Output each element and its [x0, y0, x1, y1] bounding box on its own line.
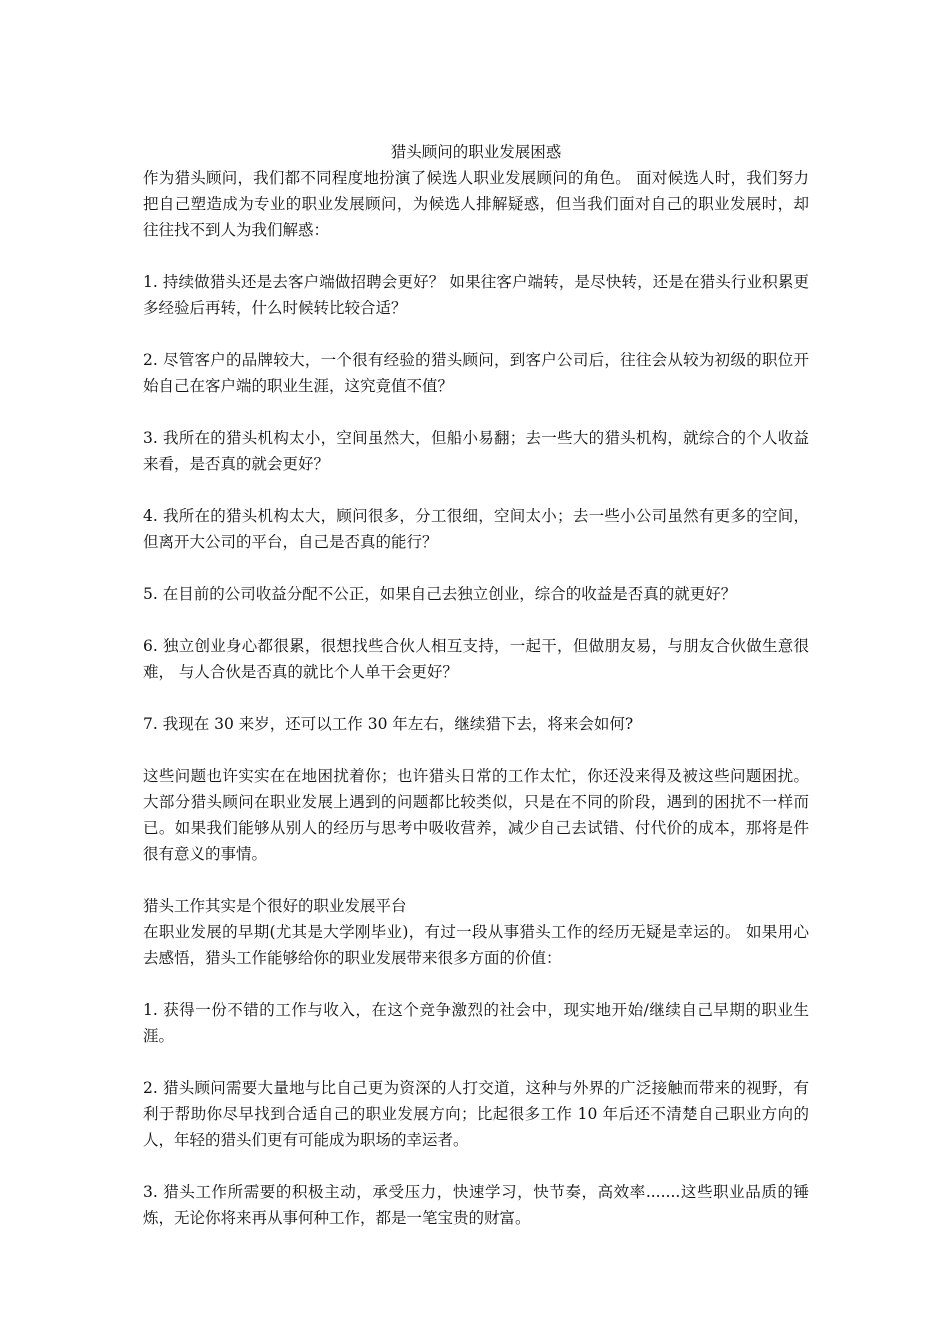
question-item: 5. 在目前的公司收益分配不公正，如果自己去独立创业，综合的收益是否真的就更好？ [143, 585, 737, 603]
paragraph-spacer [143, 685, 809, 711]
document-title: 猎头顾问的职业发展困惑 [390, 143, 562, 161]
value-item: 2. 猎头顾问需要大量地与比自己更为资深的人打交道，这种与外界的广泛接触而带来的视野，有利于帮助你尽早找到合适自己的职业发展方向；比起很多工作 10 年后还不清楚自己职业方向的人，年轻的猎头们更有可能成为职场的幸运者。 [143, 1079, 809, 1149]
paragraph-spacer [143, 399, 809, 425]
paragraph-spacer [143, 1049, 809, 1075]
question-item: 1. 持续做猎头还是去客户端做招聘会更好？ 如果往客户端转，是尽快转，还是在猎头行业积累更多经验后再转，什么时候转比较合适？ [143, 273, 809, 317]
document-page [143, 139, 809, 1231]
section-intro-paragraph: 在职业发展的早期(尤其是大学刚毕业)，有过一段从事猎头工作的经历无疑是幸运的。 如果用心去感悟，猎头工作能够给你的职业发展带来很多方面的价值： [143, 923, 809, 967]
reflection-paragraph: 这些问题也许实实在在地困扰着你；也许猎头日常的工作太忙，你还没来得及被这些问题困扰。大部分猎头顾问在职业发展上遇到的问题都比较类似，只是在不同的阶段，遇到的困扰不一样而已。如果我们能够从别人的经历与思考中吸收营养，减少自己去试错、付代价的成本，那将是件很有意义的事情。 [143, 767, 809, 863]
question-item: 3. 我所在的猎头机构太小，空间虽然大，但船小易翻；去一些大的猎头机构，就综合的个人收益来看，是否真的就会更好？ [143, 429, 809, 473]
question-item: 2. 尽管客户的品牌较大，一个很有经验的猎头顾问，到客户公司后，往往会从较为初级的职位开始自己在客户端的职业生涯，这究竟值不值？ [143, 351, 809, 395]
question-item: 6. 独立创业身心都很累，很想找些合伙人相互支持，一起干，但做朋友易，与朋友合伙做生意很难， 与人合伙是否真的就比个人单干会更好？ [143, 637, 809, 681]
value-item: 3. 猎头工作所需要的积极主动，承受压力，快速学习，快节奏，高效率.......这些职业品质的锤炼，无论你将来再从事何种工作，都是一笔宝贵的财富。 [143, 1183, 809, 1227]
paragraph-spacer [143, 867, 809, 893]
question-item: 4. 我所在的猎头机构太大，顾问很多，分工很细，空间太小；去一些小公司虽然有更多的空间， 但离开大公司的平台，自己是否真的能行？ [143, 507, 809, 551]
section-title: 猎头工作其实是个很好的职业发展平台 [143, 897, 407, 915]
value-item: 1. 获得一份不错的工作与收入，在这个竞争激烈的社会中，现实地开始/继续自己早期的职业生涯。 [143, 1001, 809, 1045]
paragraph-spacer [143, 737, 809, 763]
paragraph-spacer [143, 321, 809, 347]
question-item: 7. 我现在 30 来岁，还可以工作 30 年左右，继续猎下去，将来会如何? [143, 715, 634, 733]
paragraph-spacer [143, 971, 809, 997]
paragraph-spacer [143, 477, 809, 503]
paragraph-spacer [143, 243, 809, 269]
paragraph-spacer [143, 555, 809, 581]
intro-paragraph: 作为猎头顾问，我们都不同程度地扮演了候选人职业发展顾问的角色。 面对候选人时，我们努力把自己塑造成为专业的职业发展顾问，为候选人排解疑惑，但当我们面对自己的职业发展时，却往往找不到人为我们解惑： [143, 169, 809, 239]
paragraph-spacer [143, 607, 809, 633]
paragraph-spacer [143, 1153, 809, 1179]
